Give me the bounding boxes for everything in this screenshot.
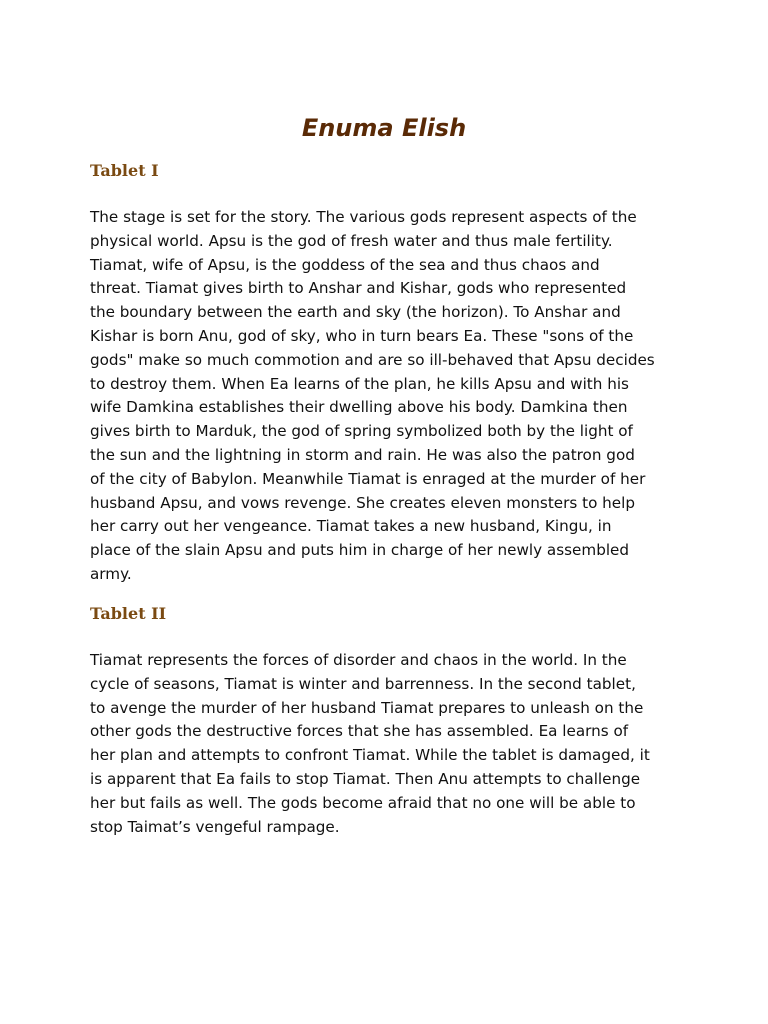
paragraph-line: gods" make so much commotion and are so ill-behaved that Apsu decides bbox=[90, 350, 655, 369]
paragraph-line: physical world. Apsu is the god of fresh water and thus male fertility. bbox=[90, 231, 613, 250]
paragraph-line: gives birth to Marduk, the god of spring symbolized both by the light of bbox=[90, 422, 633, 441]
paragraph-line: Tiamat, wife of Apsu, is the goddess of the sea and thus chaos and bbox=[90, 255, 600, 274]
paragraph-line: Kishar is born Anu, god of sky, who in turn bears Ea. These "sons of the bbox=[90, 326, 634, 345]
paragraph-line: to destroy them. When Ea learns of the plan, he kills Apsu and with his bbox=[90, 374, 629, 393]
section-paragraph-tablet-2 bbox=[90, 649, 690, 839]
section-heading-tablet-1: Tablet I bbox=[90, 161, 159, 180]
paragraph-line: to avenge the murder of her husband Tiamat prepares to unleash on the bbox=[90, 698, 644, 717]
paragraph-line: cycle of seasons, Tiamat is winter and barrenness. In the second tablet, bbox=[90, 674, 636, 693]
paragraph-line: Tiamat represents the forces of disorder and chaos in the world. In the bbox=[90, 651, 627, 669]
paragraph-line: place of the slain Apsu and puts him in charge of her newly assembled bbox=[90, 541, 630, 560]
paragraph-line: other gods the destructive forces that she has assembled. Ea learns of bbox=[90, 722, 629, 741]
paragraph-line: her carry out her vengeance. Tiamat takes a new husband, Kingu, in bbox=[90, 517, 612, 536]
paragraph-line: is apparent that Ea fails to stop Tiamat. Then Anu attempts to challenge bbox=[90, 769, 641, 788]
paragraph-line: army. bbox=[90, 564, 132, 583]
paragraph-line: The stage is set for the story. The various gods represent aspects of the bbox=[90, 208, 637, 226]
paragraph-line: wife Damkina establishes their dwelling above his body. Damkina then bbox=[90, 398, 628, 417]
paragraph-line: threat. Tiamat gives birth to Anshar and Kishar, gods who represented bbox=[90, 279, 627, 298]
section-heading-tablet-2: Tablet II bbox=[90, 604, 167, 623]
paragraph-line: the sun and the lightning in storm and rain. He was also the patron god bbox=[90, 445, 635, 464]
paragraph-line: the boundary between the earth and sky (the horizon). To Anshar and bbox=[90, 303, 621, 322]
section-paragraph-tablet-1 bbox=[90, 206, 690, 587]
paragraph-line: of the city of Babylon. Meanwhile Tiamat is enraged at the murder of her bbox=[90, 469, 646, 488]
paragraph-line: her but fails as well. The gods become afraid that no one will be able to bbox=[90, 793, 636, 812]
paragraph-line: her plan and attempts to confront Tiamat. While the tablet is damaged, it bbox=[90, 746, 650, 765]
document-title: Enuma Elish bbox=[301, 114, 467, 142]
paragraph-line: husband Apsu, and vows revenge. She creates eleven monsters to help bbox=[90, 493, 636, 512]
paragraph-line: stop Taimat’s vengeful rampage. bbox=[90, 817, 340, 836]
